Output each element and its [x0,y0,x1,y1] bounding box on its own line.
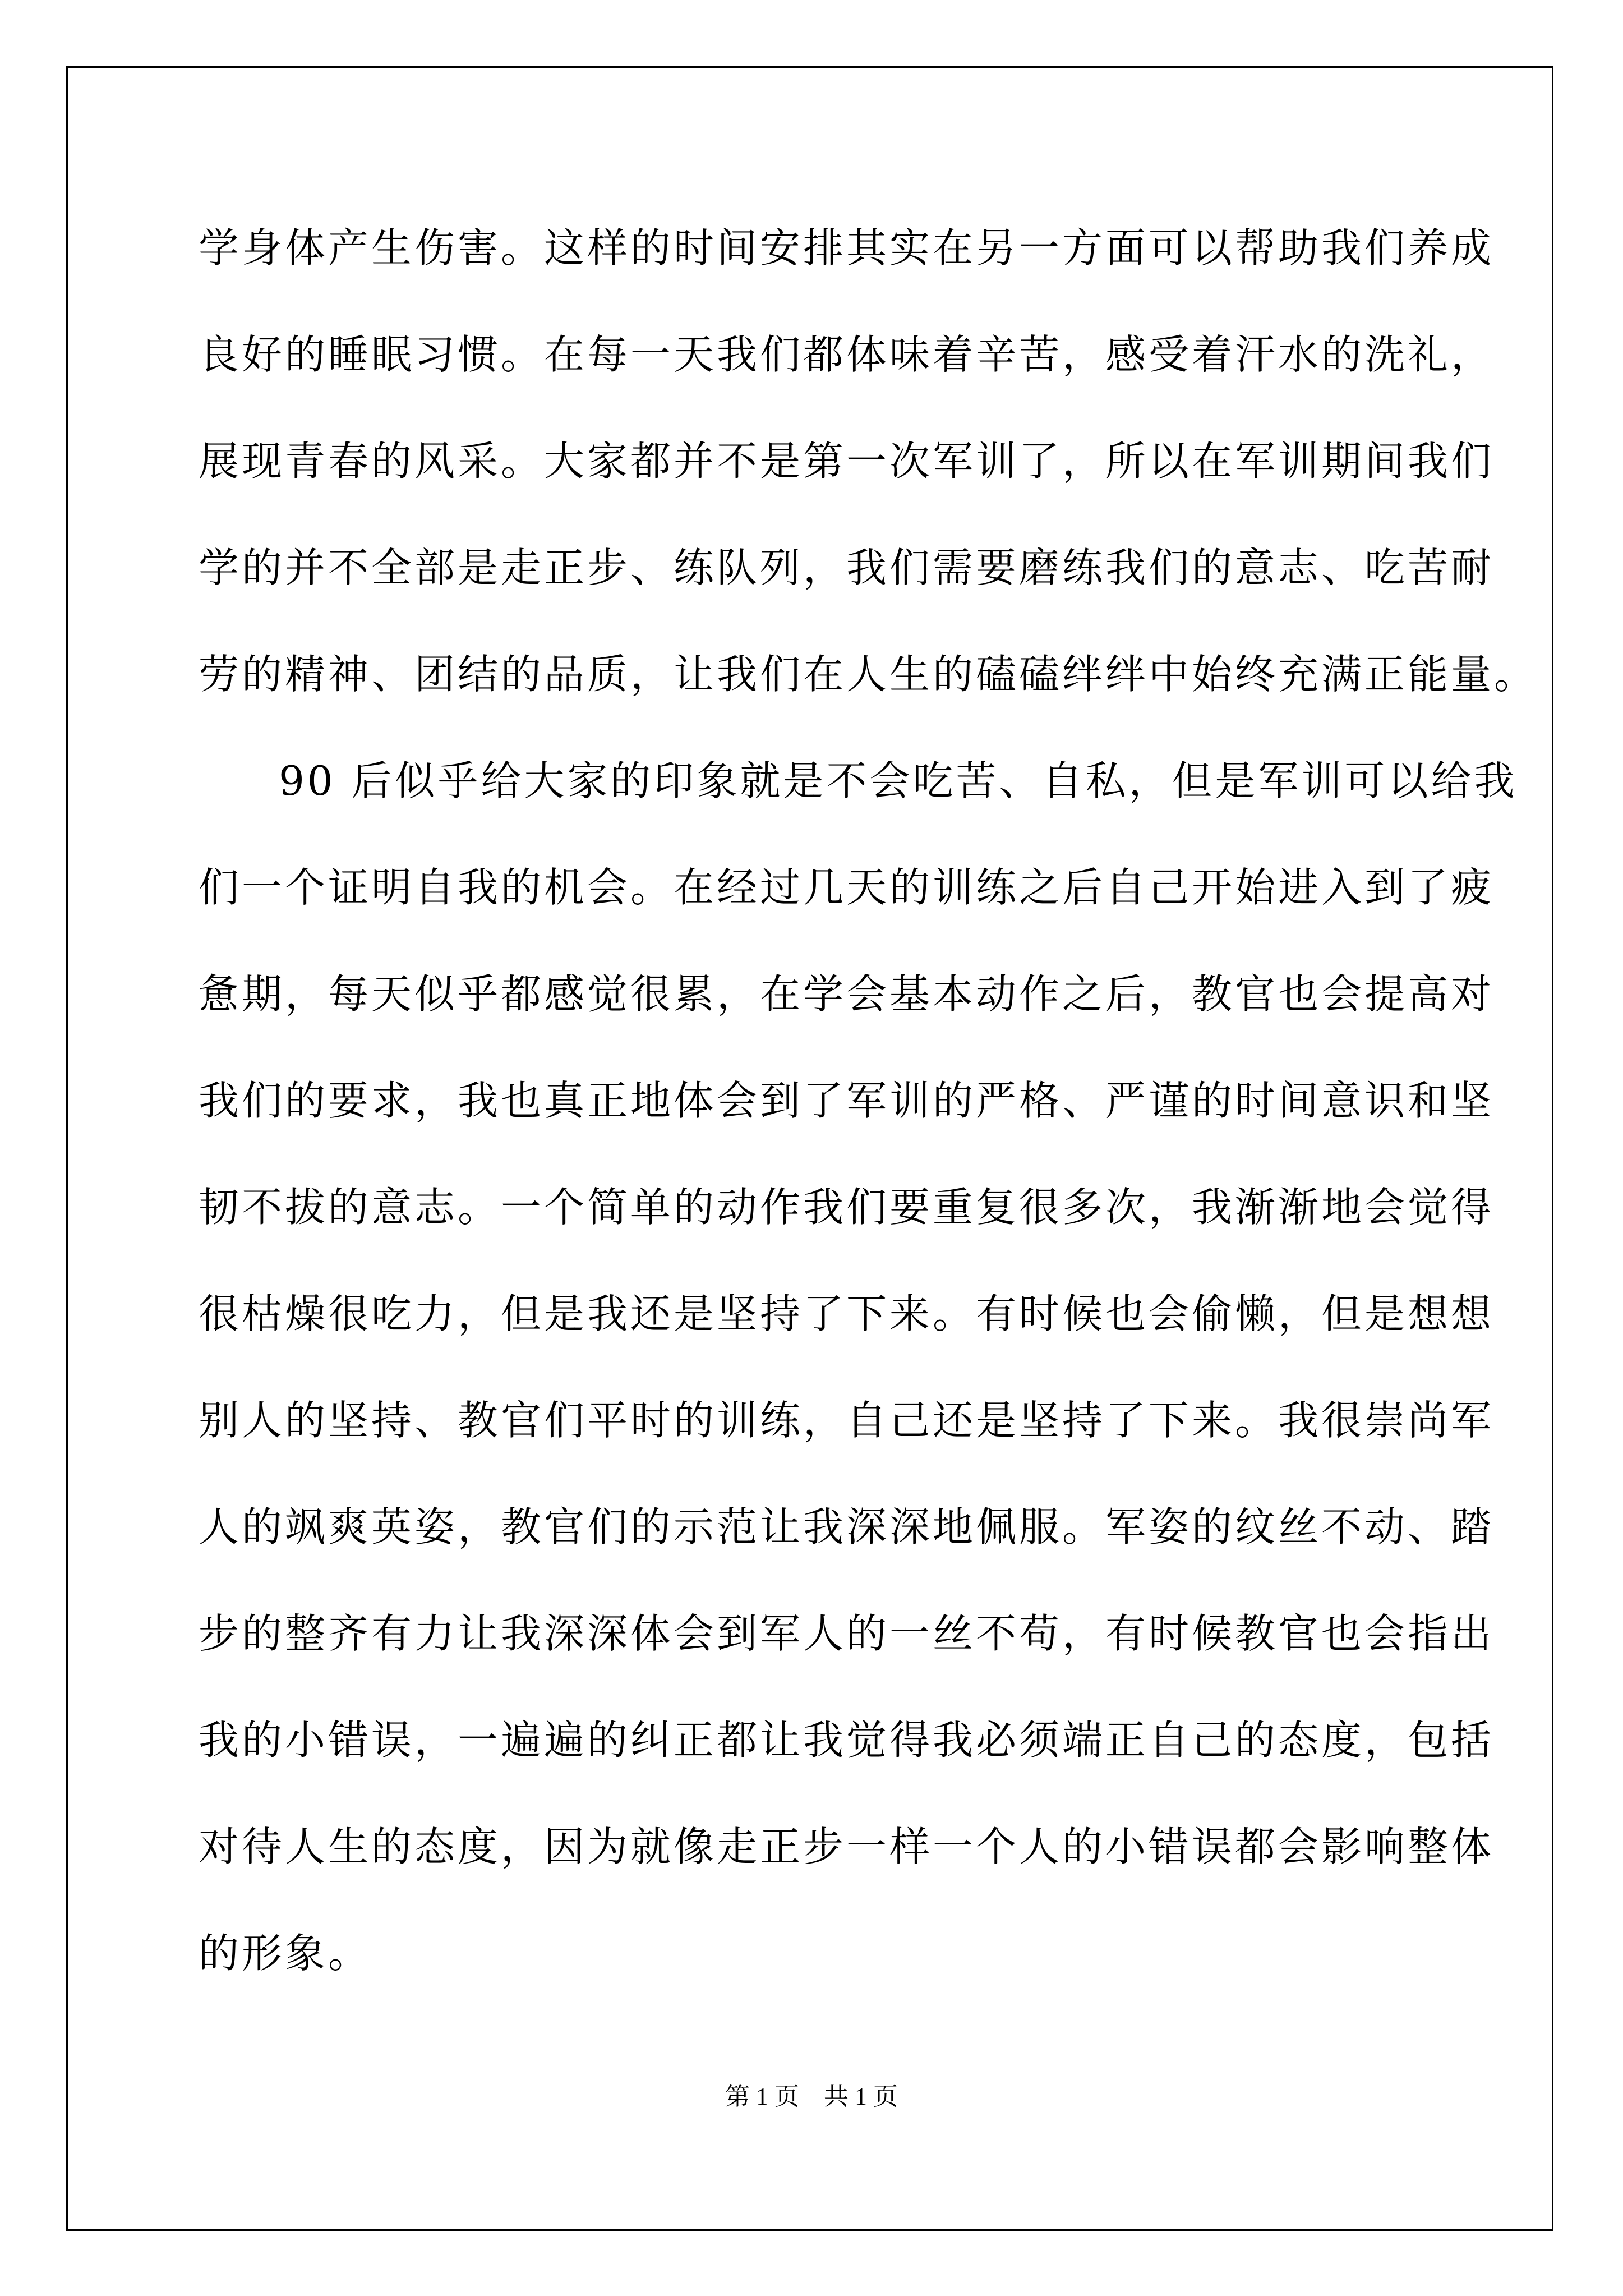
text-line: 人的飒爽英姿，教官们的示范让我深深地佩服。军姿的纹丝不动、踏 [199,1503,1495,1550]
page-border [66,66,1553,2231]
text-line: 学身体产生伤害。这样的时间安排其实在另一方面可以帮助我们养成 [199,224,1495,272]
text-line: 们一个证明自我的机会。在经过几天的训练之后自己开始进入到了疲 [199,864,1495,911]
text-line: 我的小错误，一遍遍的纠正都让我觉得我必须端正自己的态度，包括 [199,1717,1495,1764]
page-number: 第 1 页 [725,2083,799,2110]
page-total: 共 1 页 [824,2083,898,2110]
text-line: 的形象。 [199,1930,372,1977]
text-line: 步的整齐有力让我深深体会到军人的一丝不苟，有时候教官也会指出 [199,1610,1495,1657]
text-line: 良好的睡眠习惯。在每一天我们都体味着辛苦，感受着汗水的洗礼， [199,331,1495,378]
text-line: 展现青春的风采。大家都并不是第一次军训了，所以在军训期间我们 [199,438,1495,485]
text-line: 90 后似乎给大家的印象就是不会吃苦、自私，但是军训可以给我 [279,757,1518,804]
page-footer [0,2080,1623,2114]
text-line: 劳的精神、团结的品质，让我们在人生的磕磕绊绊中始终充满正能量。 [199,651,1538,698]
text-line: 很枯燥很吃力，但是我还是坚持了下来。有时候也会偷懒，但是想想 [199,1290,1495,1337]
text-line: 学的并不全部是走正步、练队列，我们需要磨练我们的意志、吃苦耐 [199,544,1495,591]
text-line: 韧不拔的意志。一个简单的动作我们要重复很多次，我渐渐地会觉得 [199,1184,1495,1231]
text-line: 对待人生的态度，因为就像走正步一样一个人的小错误都会影响整体 [199,1823,1495,1870]
text-line: 别人的坚持、教官们平时的训练，自己还是坚持了下来。我很崇尚军 [199,1397,1495,1444]
text-line: 惫期，每天似乎都感觉很累，在学会基本动作之后，教官也会提高对 [199,970,1495,1018]
text-line: 我们的要求，我也真正地体会到了军训的严格、严谨的时间意识和坚 [199,1077,1495,1124]
